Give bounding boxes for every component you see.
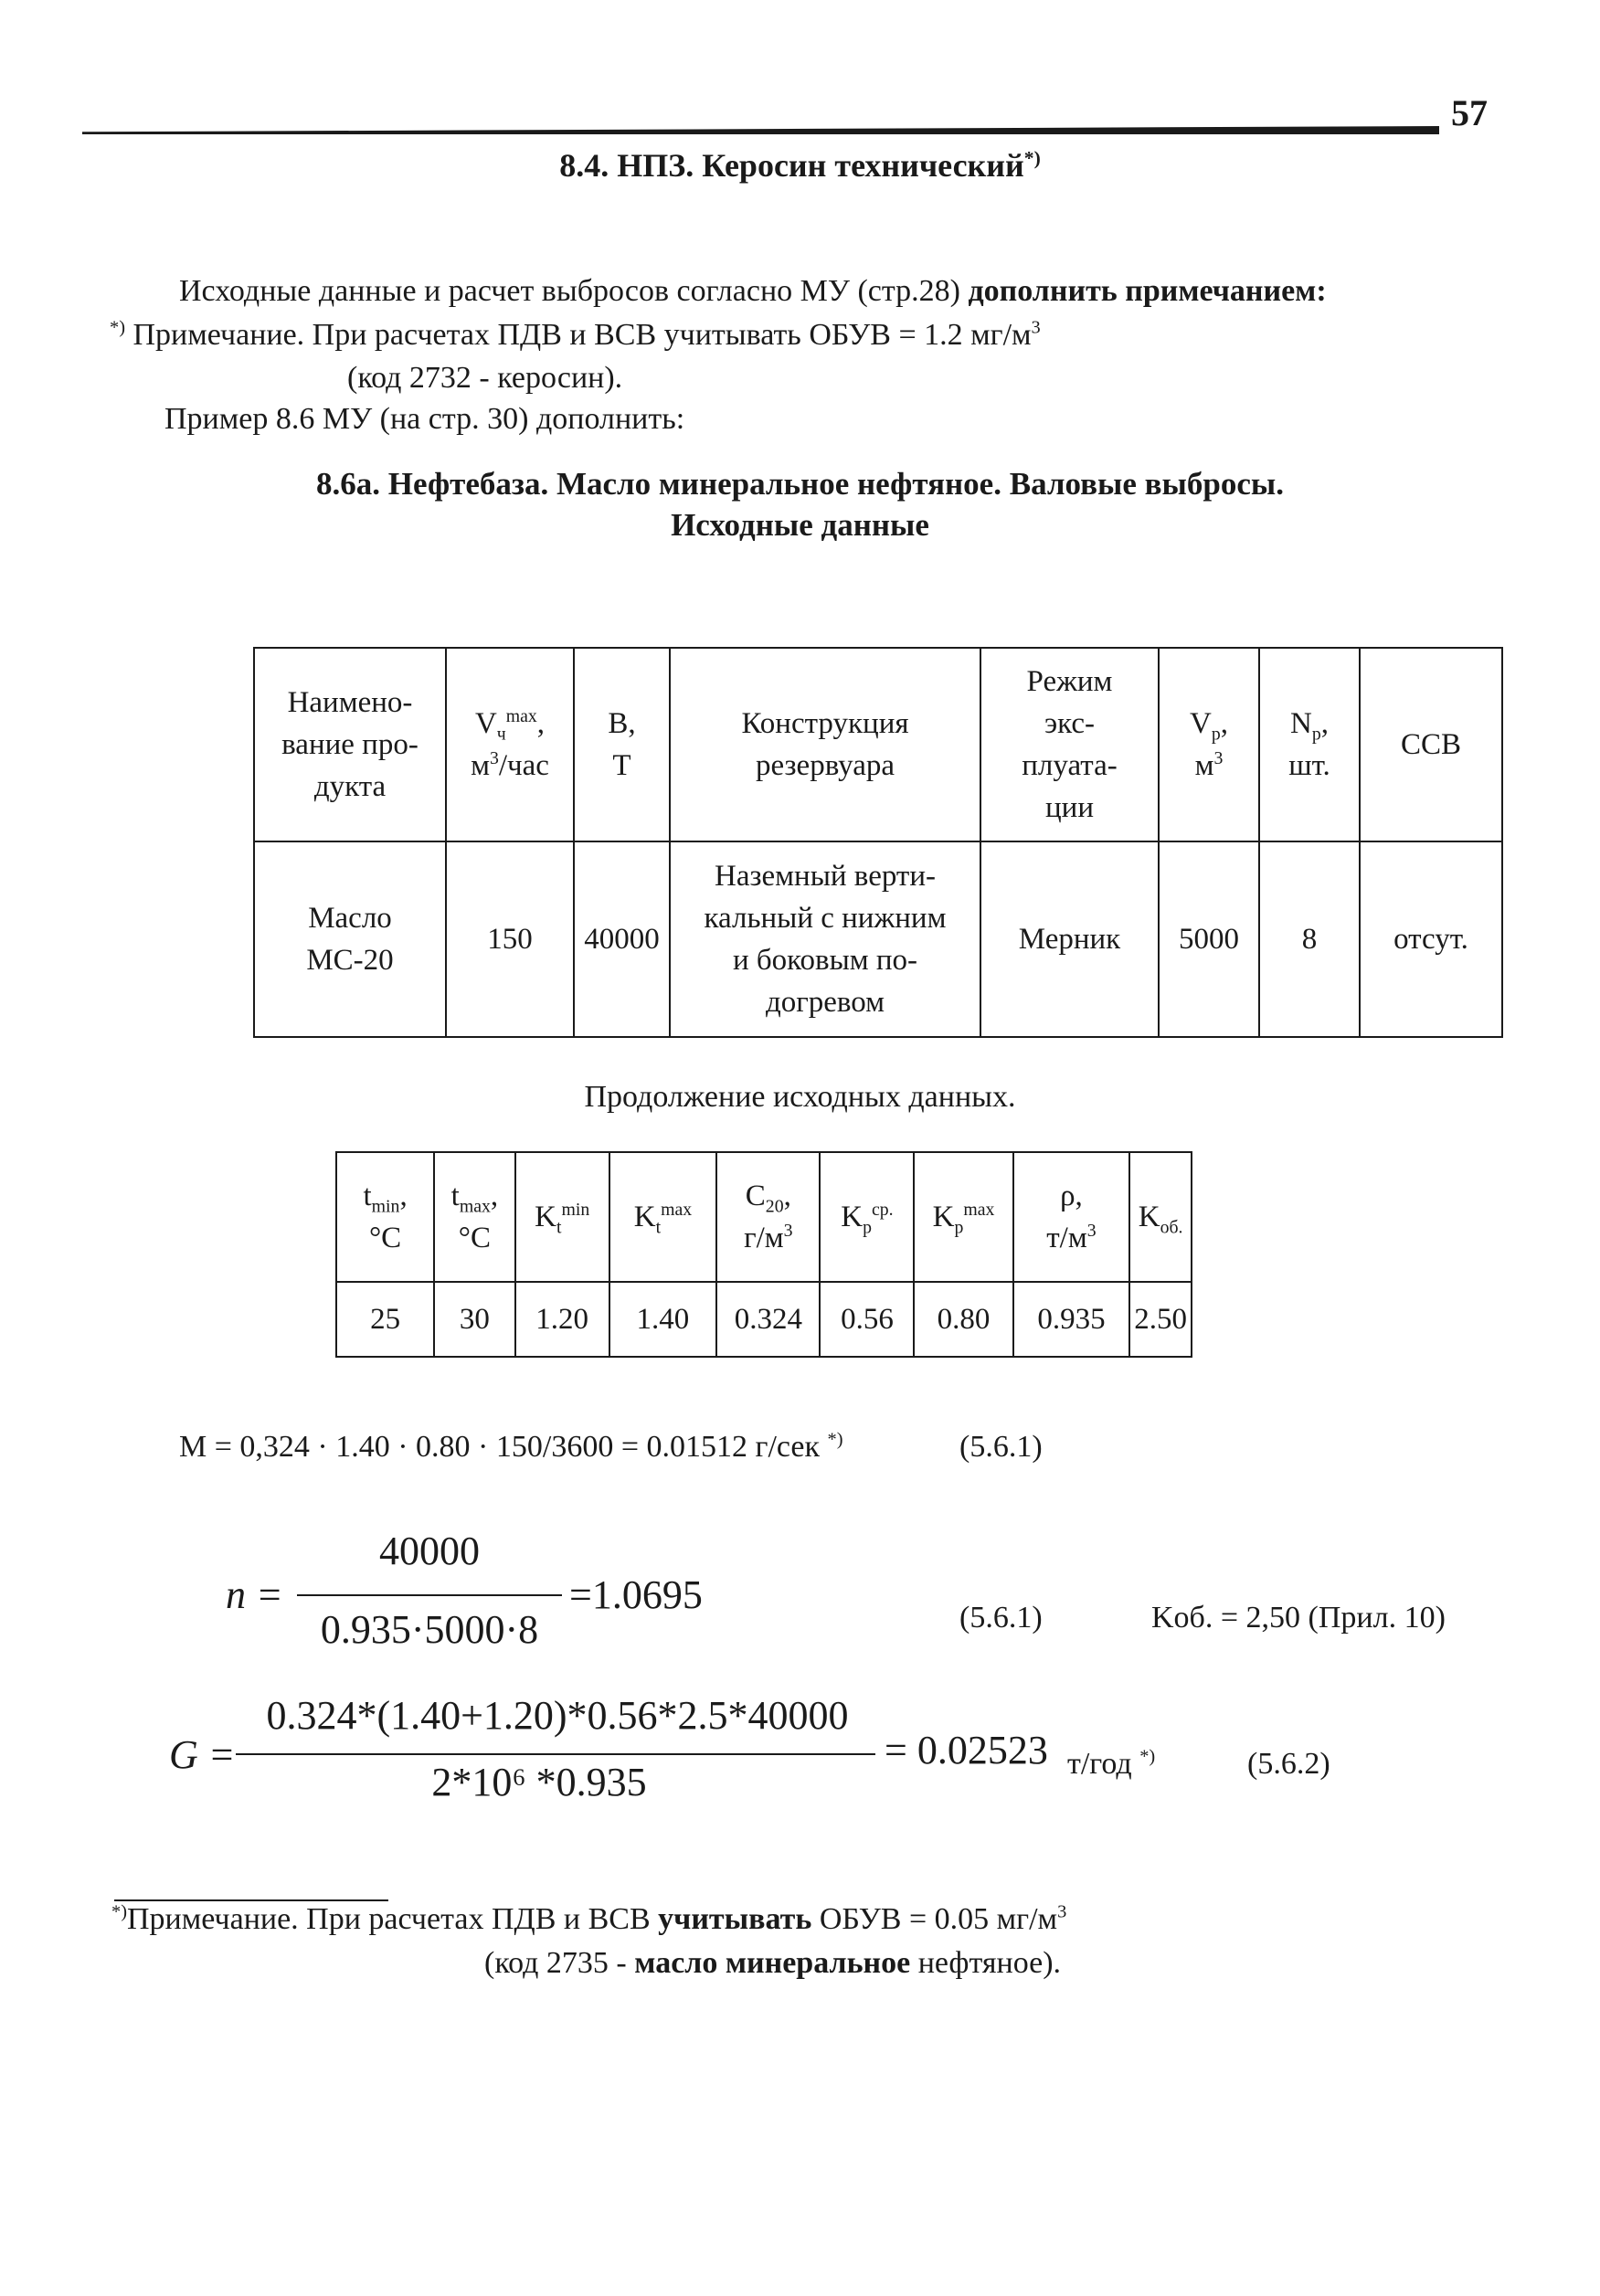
table-row — [336, 1282, 1192, 1357]
page-number: 57 — [1451, 92, 1488, 133]
intro-paragraph: Исходные данные и расчет выбросов согласно МУ (стр.28) дополнить примечанием: — [179, 274, 1327, 308]
cell-vch: 150 — [446, 841, 574, 1037]
formula-g-fraction-line — [236, 1753, 875, 1755]
header-cell-product: Наимено- вание про- дукта — [254, 648, 446, 841]
header-cell-ktmax: $K_t^{max}$ — [609, 1152, 716, 1282]
formula-n-ref: (5.6.1) — [959, 1601, 1043, 1635]
formula-g-numerator: 0.324*(1.40+1.20)*0.56*2.5*40000 — [266, 1693, 849, 1738]
formula-g-result: = 0.02523 — [885, 1728, 1048, 1772]
note-84: *) Примечание. При расчетах ПДВ и ВСВ учитывать ОБУВ = 1.2 $мг/м^3$ — [110, 317, 1041, 352]
section-86a-subtitle: Исходные данные — [671, 507, 929, 543]
cell-vp: 5000 — [1159, 841, 1259, 1037]
header-cell-tmin: $t_{min}$, °С — [336, 1152, 434, 1282]
footnote-rule — [114, 1899, 388, 1901]
cell-mode: Мерник — [980, 841, 1159, 1037]
formula-n-result: =1.0695 — [569, 1572, 703, 1617]
cell-kpsr: 0.56 — [820, 1282, 914, 1357]
continuation-table — [335, 1151, 1192, 1358]
section-84-title: 8.4. НПЗ. Керосин технический*) — [559, 147, 1041, 184]
header-cell-vch: $V_ч^{max}$, $м^3$/час — [446, 648, 574, 841]
header-rule — [82, 126, 1439, 134]
cell-np: 8 — [1259, 841, 1360, 1037]
header-cell-kpmax: $K_р^{max}$ — [914, 1152, 1012, 1282]
cell-product: Масло МС-20 — [254, 841, 446, 1037]
formula-m-ref: (5.6.1) — [959, 1430, 1043, 1464]
example-line: Пример 8.6 МУ (на стр. 30) дополнить: — [164, 402, 685, 436]
header-cell-construction: Конструкция резервуара — [670, 648, 980, 841]
cell-ssv: отсут. — [1360, 841, 1502, 1037]
kob-note: Kоб. = 2,50 (Прил. 10) — [1151, 1601, 1446, 1635]
header-cell-ssv: ССВ — [1360, 648, 1502, 841]
header-cell-tmax: $t_{max}$, °С — [434, 1152, 514, 1282]
formula-g-lhs: G = — [169, 1732, 236, 1777]
cell-c20: 0.324 — [716, 1282, 820, 1357]
formula-n-numerator: 40000 — [379, 1529, 480, 1573]
formula-g-ref: (5.6.2) — [1247, 1747, 1330, 1781]
header-cell-kob: $K_{об.}$ — [1129, 1152, 1192, 1282]
section-86a-title: 8.6а. Нефтебаза. Масло минеральное нефтяное. Валовые выбросы. — [316, 466, 1284, 502]
footnote-line-1: *)Примечание. При расчетах ПДВ и ВСВ учитывать ОБУВ = 0.05 $мг/м^3$ — [111, 1901, 1067, 1936]
cell-kob: 2.50 — [1129, 1282, 1192, 1357]
header-cell-np: $N_р$, шт. — [1259, 648, 1360, 841]
header-cell-rho: ρ, $т/м^3$ — [1013, 1152, 1130, 1282]
header-cell-vp: $V_р$, $м^3$ — [1159, 648, 1259, 841]
formula-n-lhs: n = — [226, 1572, 283, 1617]
cell-tmax: 30 — [434, 1282, 514, 1357]
cell-kpmax: 0.80 — [914, 1282, 1012, 1357]
header-cell-kpsr: $K_р^{ср.}$ — [820, 1152, 914, 1282]
continuation-caption: Продолжение исходных данных. — [584, 1080, 1016, 1114]
cell-construction: Наземный верти- кальный с нижним и боковым по- догревом — [670, 841, 980, 1037]
header-cell-mode: Режим экс- плуата- ции — [980, 648, 1159, 841]
header-cell-b: В, Т — [574, 648, 670, 841]
header-cell-c20: $C_{20}$, $г/м^3$ — [716, 1152, 820, 1282]
table-header-row — [336, 1152, 1192, 1282]
source-data-table — [253, 647, 1503, 1038]
table-row — [254, 841, 1502, 1037]
formula-g-denominator: 2*10⁶ *0.935 — [431, 1760, 647, 1804]
header-cell-ktmin: $K_t^{min}$ — [515, 1152, 609, 1282]
cell-ktmin: 1.20 — [515, 1282, 609, 1357]
cell-rho: 0.935 — [1013, 1282, 1130, 1357]
footnote-line-2: (код 2735 - масло минеральное нефтяное). — [484, 1946, 1062, 1980]
cell-tmin: 25 — [336, 1282, 434, 1357]
formula-n-fraction-line — [297, 1594, 562, 1596]
table-header-row — [254, 648, 1502, 841]
formula-g-unit: т/год *) — [1067, 1746, 1156, 1781]
note-84-code: (код 2732 - керосин). — [347, 361, 623, 395]
cell-ktmax: 1.40 — [609, 1282, 716, 1357]
formula-m: М = 0,324 · 1.40 · 0.80 · 150/3600 = 0.01512 г/сек *) — [179, 1429, 843, 1464]
cell-b: 40000 — [574, 841, 670, 1037]
formula-n-denominator: 0.935·5000·8 — [320, 1607, 539, 1652]
